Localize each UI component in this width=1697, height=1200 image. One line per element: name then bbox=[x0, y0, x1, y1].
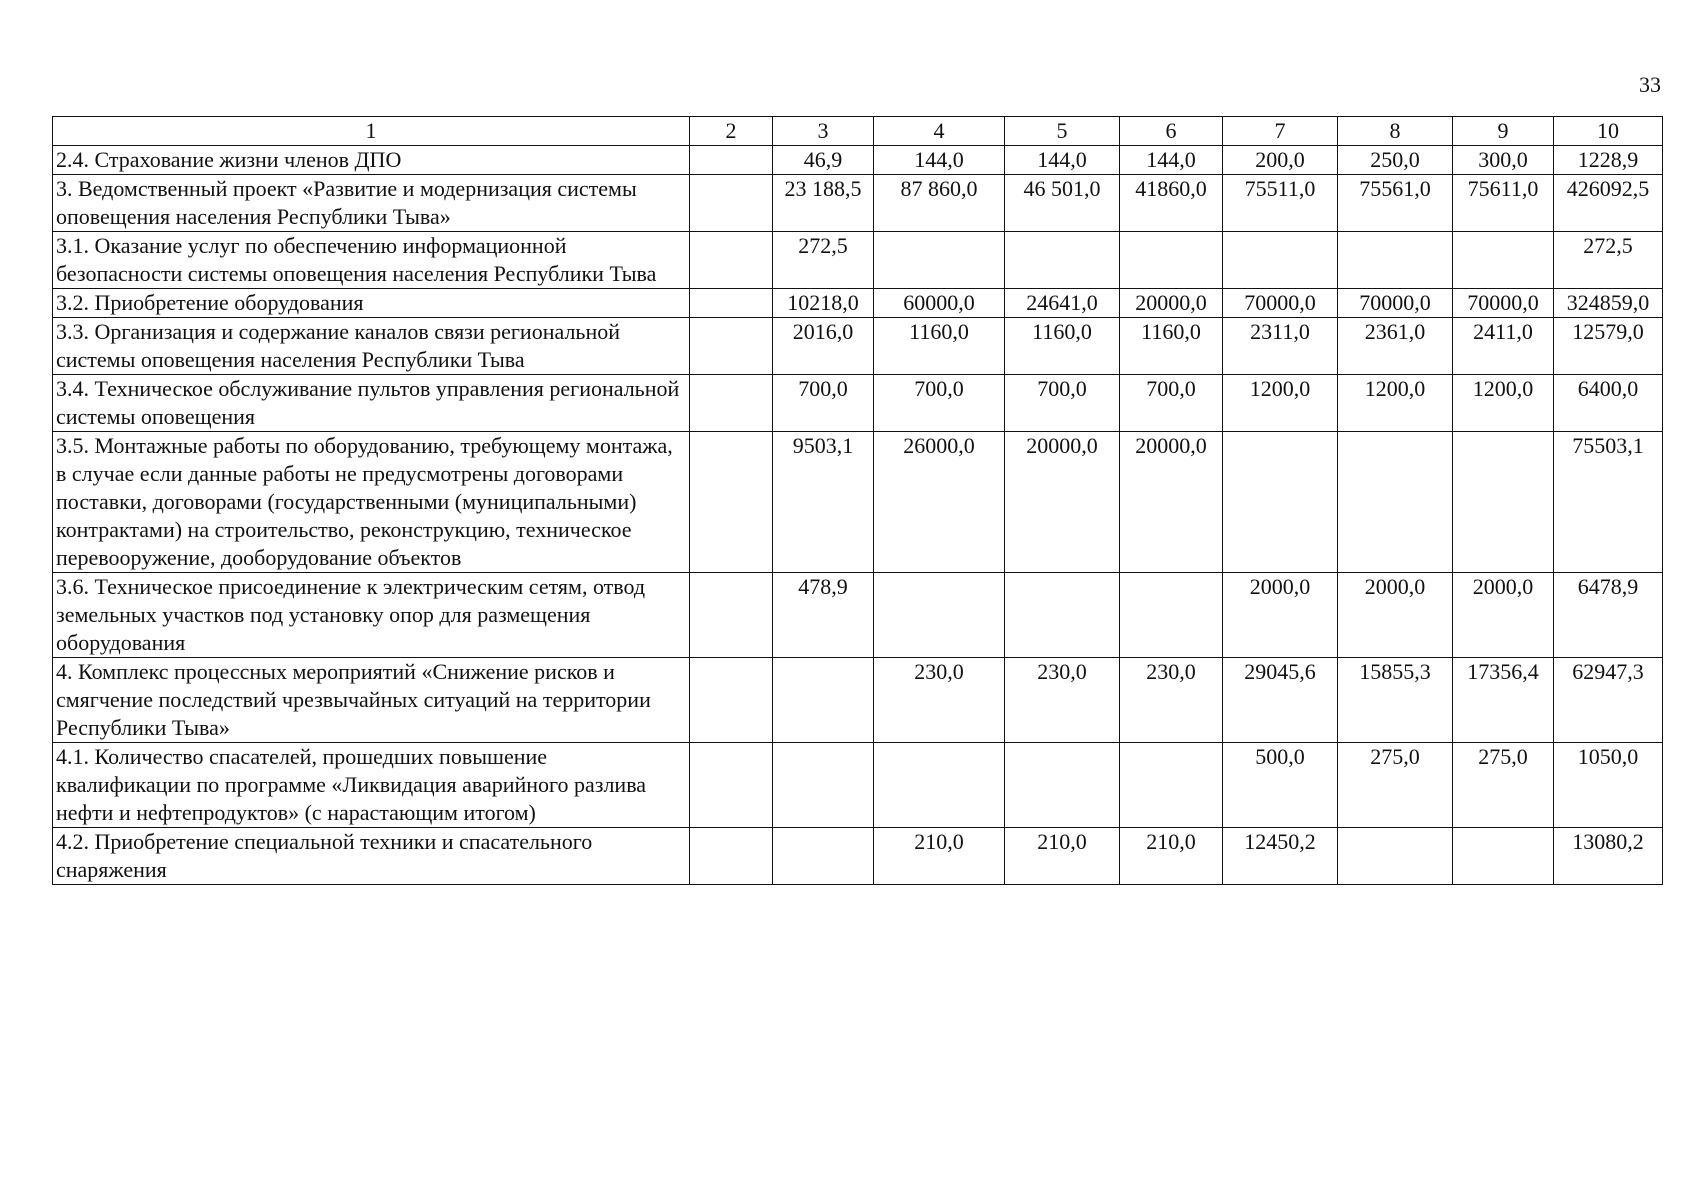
table-row bbox=[53, 232, 1663, 289]
cell-col10: 75503,1 bbox=[1554, 432, 1663, 573]
budget-table bbox=[52, 116, 1663, 885]
cell-col5 bbox=[1005, 232, 1120, 289]
cell-col5: 20000,0 bbox=[1005, 432, 1120, 573]
cell-col3 bbox=[773, 828, 874, 885]
cell-col5: 46 501,0 bbox=[1005, 175, 1120, 232]
header-cell: 2 bbox=[690, 117, 773, 146]
table-row bbox=[53, 573, 1663, 658]
cell-col3: 700,0 bbox=[773, 375, 874, 432]
cell-col4: 210,0 bbox=[874, 828, 1005, 885]
table-row bbox=[53, 743, 1663, 828]
cell-col10: 6478,9 bbox=[1554, 573, 1663, 658]
table-row bbox=[53, 146, 1663, 175]
header-cell: 10 bbox=[1554, 117, 1663, 146]
cell-col5: 230,0 bbox=[1005, 658, 1120, 743]
cell-col8: 2361,0 bbox=[1338, 318, 1453, 375]
cell-col2 bbox=[690, 658, 773, 743]
cell-col3: 2016,0 bbox=[773, 318, 874, 375]
cell-col10: 12579,0 bbox=[1554, 318, 1663, 375]
cell-col5: 144,0 bbox=[1005, 146, 1120, 175]
cell-col9: 70000,0 bbox=[1453, 289, 1554, 318]
row-name: 4.2. Приобретение специальной техники и спасательного снаряжения bbox=[53, 828, 690, 885]
cell-col4: 700,0 bbox=[874, 375, 1005, 432]
cell-col7: 2000,0 bbox=[1223, 573, 1338, 658]
cell-col8 bbox=[1338, 828, 1453, 885]
row-name: 4. Комплекс процессных мероприятий «Снижение рисков и смягчение последствий чрезвычайных ситуаций на территории Республики Тыва» bbox=[53, 658, 690, 743]
header-cell: 5 bbox=[1005, 117, 1120, 146]
cell-col8: 1200,0 bbox=[1338, 375, 1453, 432]
cell-col7: 29045,6 bbox=[1223, 658, 1338, 743]
cell-col3 bbox=[773, 658, 874, 743]
cell-col5 bbox=[1005, 573, 1120, 658]
cell-col9 bbox=[1453, 432, 1554, 573]
cell-col10: 272,5 bbox=[1554, 232, 1663, 289]
cell-col2 bbox=[690, 375, 773, 432]
cell-col10: 13080,2 bbox=[1554, 828, 1663, 885]
cell-col6 bbox=[1120, 573, 1223, 658]
header-row bbox=[53, 117, 1663, 146]
cell-col4: 60000,0 bbox=[874, 289, 1005, 318]
cell-col7 bbox=[1223, 432, 1338, 573]
header-cell: 4 bbox=[874, 117, 1005, 146]
cell-col7 bbox=[1223, 232, 1338, 289]
cell-col3: 272,5 bbox=[773, 232, 874, 289]
cell-col8 bbox=[1338, 432, 1453, 573]
cell-col4: 230,0 bbox=[874, 658, 1005, 743]
row-name: 3.5. Монтажные работы по оборудованию, требующему монтажа, в случае если данные работы не предусмотрены договорами поставки, договорами (государственными (муниципальными) контрактами) на строительство, реконструкцию, техническое перевооружение, дооборудование объектов bbox=[53, 432, 690, 573]
cell-col3: 9503,1 bbox=[773, 432, 874, 573]
table-row bbox=[53, 658, 1663, 743]
cell-col2 bbox=[690, 175, 773, 232]
cell-col6: 20000,0 bbox=[1120, 432, 1223, 573]
cell-col7: 12450,2 bbox=[1223, 828, 1338, 885]
cell-col10: 1228,9 bbox=[1554, 146, 1663, 175]
cell-col7: 75511,0 bbox=[1223, 175, 1338, 232]
cell-col6: 230,0 bbox=[1120, 658, 1223, 743]
cell-col8: 2000,0 bbox=[1338, 573, 1453, 658]
cell-col6 bbox=[1120, 232, 1223, 289]
cell-col10: 6400,0 bbox=[1554, 375, 1663, 432]
row-name: 3. Ведомственный проект «Развитие и модернизация системы оповещения населения Республики Тыва» bbox=[53, 175, 690, 232]
cell-col3: 10218,0 bbox=[773, 289, 874, 318]
row-name: 3.1. Оказание услуг по обеспечению информационной безопасности системы оповещения населения Республики Тыва bbox=[53, 232, 690, 289]
cell-col2 bbox=[690, 743, 773, 828]
row-name: 3.3. Организация и содержание каналов связи региональной системы оповещения населения Республики Тыва bbox=[53, 318, 690, 375]
cell-col5: 700,0 bbox=[1005, 375, 1120, 432]
table-row bbox=[53, 318, 1663, 375]
cell-col8 bbox=[1338, 232, 1453, 289]
cell-col10: 1050,0 bbox=[1554, 743, 1663, 828]
cell-col3: 478,9 bbox=[773, 573, 874, 658]
header-cell: 7 bbox=[1223, 117, 1338, 146]
table-row bbox=[53, 175, 1663, 232]
table-row bbox=[53, 432, 1663, 573]
cell-col7: 2311,0 bbox=[1223, 318, 1338, 375]
cell-col4: 26000,0 bbox=[874, 432, 1005, 573]
cell-col2 bbox=[690, 146, 773, 175]
row-name: 3.4. Техническое обслуживание пультов управления региональной системы оповещения bbox=[53, 375, 690, 432]
cell-col3 bbox=[773, 743, 874, 828]
cell-col7: 1200,0 bbox=[1223, 375, 1338, 432]
cell-col5 bbox=[1005, 743, 1120, 828]
cell-col2 bbox=[690, 232, 773, 289]
cell-col4: 144,0 bbox=[874, 146, 1005, 175]
cell-col4: 1160,0 bbox=[874, 318, 1005, 375]
cell-col6: 1160,0 bbox=[1120, 318, 1223, 375]
row-name: 4.1. Количество спасателей, прошедших повышение квалификации по программе «Ликвидация аварийного разлива нефти и нефтепродуктов» (с нарастающим итогом) bbox=[53, 743, 690, 828]
cell-col7: 70000,0 bbox=[1223, 289, 1338, 318]
table-row bbox=[53, 375, 1663, 432]
cell-col3: 46,9 bbox=[773, 146, 874, 175]
cell-col8: 250,0 bbox=[1338, 146, 1453, 175]
header-cell: 9 bbox=[1453, 117, 1554, 146]
row-name: 3.2. Приобретение оборудования bbox=[53, 289, 690, 318]
cell-col2 bbox=[690, 289, 773, 318]
cell-col9 bbox=[1453, 232, 1554, 289]
cell-col2 bbox=[690, 432, 773, 573]
cell-col6: 20000,0 bbox=[1120, 289, 1223, 318]
cell-col9: 2000,0 bbox=[1453, 573, 1554, 658]
cell-col6: 700,0 bbox=[1120, 375, 1223, 432]
cell-col8: 275,0 bbox=[1338, 743, 1453, 828]
row-name: 2.4. Страхование жизни членов ДПО bbox=[53, 146, 690, 175]
cell-col9: 300,0 bbox=[1453, 146, 1554, 175]
cell-col6: 210,0 bbox=[1120, 828, 1223, 885]
cell-col7: 200,0 bbox=[1223, 146, 1338, 175]
cell-col5: 1160,0 bbox=[1005, 318, 1120, 375]
cell-col6 bbox=[1120, 743, 1223, 828]
cell-col4 bbox=[874, 573, 1005, 658]
cell-col9: 2411,0 bbox=[1453, 318, 1554, 375]
header-cell: 8 bbox=[1338, 117, 1453, 146]
cell-col8: 70000,0 bbox=[1338, 289, 1453, 318]
header-cell: 6 bbox=[1120, 117, 1223, 146]
cell-col10: 324859,0 bbox=[1554, 289, 1663, 318]
cell-col4 bbox=[874, 743, 1005, 828]
cell-col8: 15855,3 bbox=[1338, 658, 1453, 743]
cell-col2 bbox=[690, 318, 773, 375]
cell-col9: 1200,0 bbox=[1453, 375, 1554, 432]
row-name: 3.6. Техническое присоединение к электрическим сетям, отвод земельных участков под установку опор для размещения оборудования bbox=[53, 573, 690, 658]
cell-col8: 75561,0 bbox=[1338, 175, 1453, 232]
page-number: 33 bbox=[1639, 72, 1661, 97]
cell-col2 bbox=[690, 828, 773, 885]
cell-col10: 62947,3 bbox=[1554, 658, 1663, 743]
table-row bbox=[53, 828, 1663, 885]
cell-col7: 500,0 bbox=[1223, 743, 1338, 828]
cell-col6: 144,0 bbox=[1120, 146, 1223, 175]
cell-col9: 275,0 bbox=[1453, 743, 1554, 828]
cell-col9: 17356,4 bbox=[1453, 658, 1554, 743]
cell-col4 bbox=[874, 232, 1005, 289]
cell-col3: 23 188,5 bbox=[773, 175, 874, 232]
cell-col5: 210,0 bbox=[1005, 828, 1120, 885]
cell-col6: 41860,0 bbox=[1120, 175, 1223, 232]
cell-col5: 24641,0 bbox=[1005, 289, 1120, 318]
cell-col2 bbox=[690, 573, 773, 658]
cell-col4: 87 860,0 bbox=[874, 175, 1005, 232]
cell-col10: 426092,5 bbox=[1554, 175, 1663, 232]
header-cell: 1 bbox=[53, 117, 690, 146]
header-cell: 3 bbox=[773, 117, 874, 146]
cell-col9: 75611,0 bbox=[1453, 175, 1554, 232]
table-row bbox=[53, 289, 1663, 318]
cell-col9 bbox=[1453, 828, 1554, 885]
